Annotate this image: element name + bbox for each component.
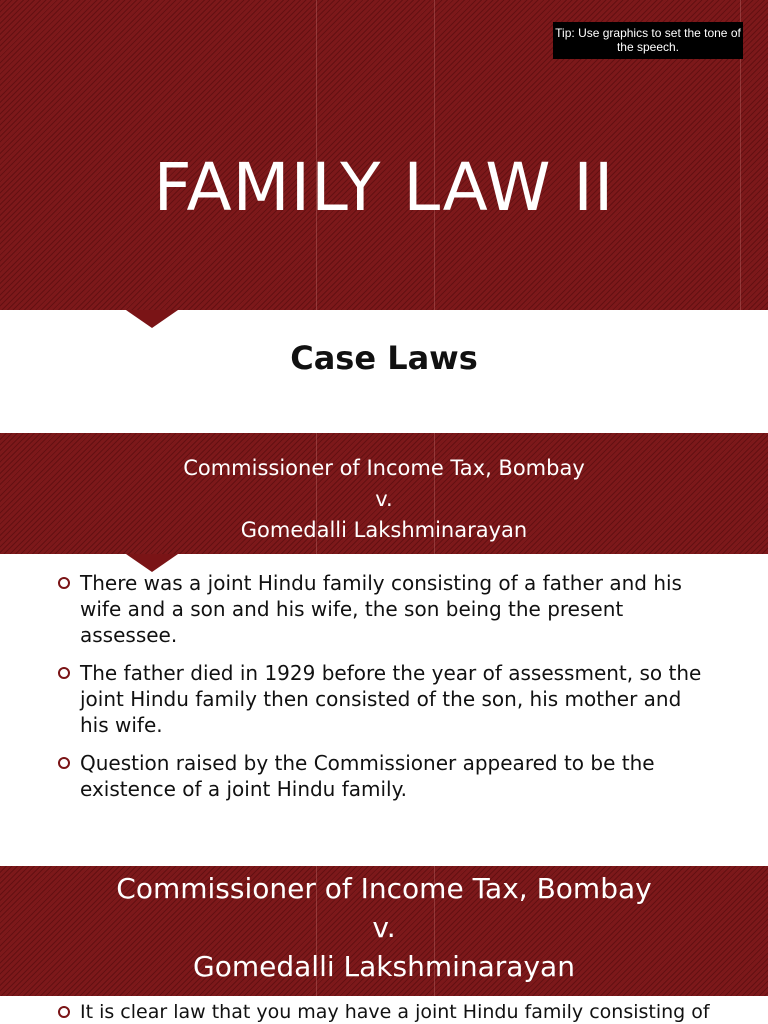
- speaker-tip-box: [553, 22, 743, 59]
- list-item-text: The father died in 1929 before the year of assessment, so the joint Hindu family then consisted of the son, his mother and his wife.: [80, 661, 702, 737]
- case-heading-line: Gomedalli Lakshminarayan: [240, 518, 528, 542]
- ring-bullet-icon: [58, 757, 70, 769]
- ring-bullet-icon: [58, 1006, 70, 1018]
- list-item: [56, 1000, 716, 1024]
- banner-notch: [126, 310, 178, 328]
- case-heading-banner: [0, 866, 768, 996]
- speaker-tip-text: Tip: Use graphics to set the tone of the speech.: [555, 26, 741, 54]
- case-heading-line: v.: [372, 911, 396, 944]
- ring-bullet-icon: [58, 577, 70, 589]
- slide-subtitle: Case Laws: [290, 339, 478, 377]
- list-item: [56, 750, 716, 802]
- case-heading-banner: [0, 433, 768, 554]
- case-heading-line: Commissioner of Income Tax, Bombay: [116, 872, 652, 905]
- case-law-list: [56, 1000, 716, 1024]
- list-item-text: It is clear law that you may have a joint Hindu family consisting of: [80, 1001, 710, 1023]
- list-item-text: Question raised by the Commissioner appeared to be the existence of a joint Hindu family.: [80, 751, 655, 801]
- ring-bullet-icon: [58, 667, 70, 679]
- case-heading-line: Gomedalli Lakshminarayan: [193, 950, 575, 983]
- case-heading: [0, 453, 768, 546]
- list-item-text: There was a joint Hindu family consisting of a father and his wife and a son and his wife, the son being the present assessee.: [80, 571, 682, 647]
- title-slide-banner: [0, 0, 768, 310]
- case-heading-line: v.: [375, 487, 393, 511]
- case-heading: [0, 869, 768, 986]
- case-heading-line: Commissioner of Income Tax, Bombay: [183, 456, 585, 480]
- list-item: [56, 660, 716, 738]
- list-item: [56, 570, 716, 648]
- case-facts-list: [56, 570, 716, 814]
- slide-title: FAMILY LAW II: [153, 149, 615, 226]
